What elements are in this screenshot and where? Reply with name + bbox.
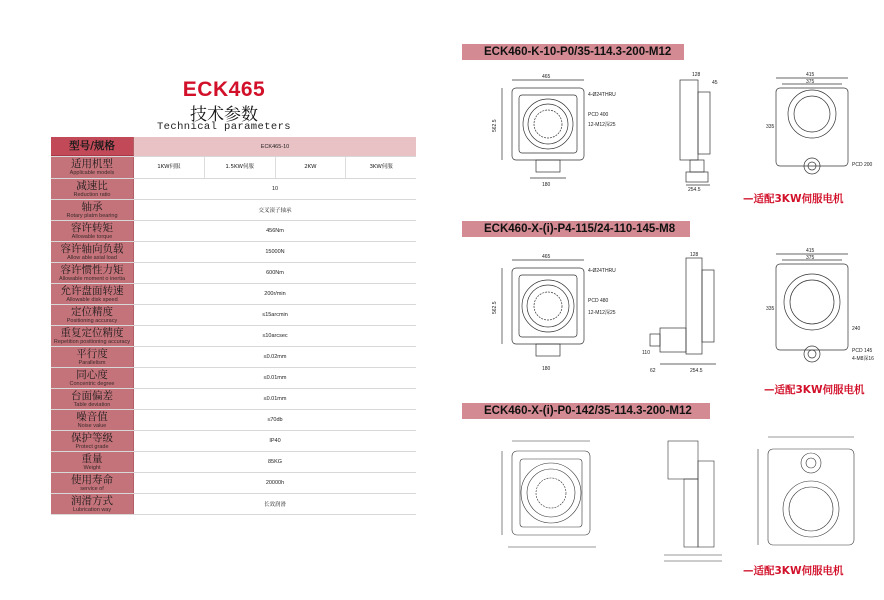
row-value: 长效润滑 [134,494,416,514]
section-title-en: Technical parameters [156,121,292,133]
row-label-en: service of [80,486,104,492]
row-label-en: Rotary platm bearing [66,213,118,219]
row-label-en: Reduction ratio [73,192,111,198]
row-value: ≤0.01mm [134,368,416,388]
motor-option: 2KW [276,157,347,178]
row-value: ECK465-10 [134,137,416,156]
row-label: 重量 [81,453,103,465]
row-value: ≤0.01mm [134,389,416,409]
section-title: ECK460-X-(i)-P0-142/35-114.3-200-M12 [462,403,710,419]
row-label-en: Parallelism [78,360,106,366]
dim-label: 562.5 [492,119,498,132]
row-label: 减速比 [76,180,108,192]
motor-note: —适配3KW伺服电机 [764,384,865,396]
row-value: ≤70db [134,410,416,430]
row-label-en: Positioning accuracy [66,318,118,324]
spec-row [51,452,416,473]
row-label: 容许转矩 [71,222,113,234]
product-title: ECK465 [182,78,266,101]
drawing-svg [490,70,880,192]
row-label: 重复定位精度 [60,327,124,339]
section-title-cn: 技术参数 [190,105,258,125]
row-label: 同心度 [76,369,108,381]
motor-options [134,157,416,178]
dim-label: 110 [642,350,650,356]
dim-label: 180 [542,366,551,372]
dim-label: 375 [806,79,815,85]
dim-label: 4-Ø24THRU [588,268,616,274]
row-value: 600Nm [134,263,416,283]
row-label-en: Allow able axial load [67,255,117,261]
technical-drawing [490,427,880,567]
dim-label: 12-M12深25 [588,310,616,316]
spec-row [51,200,416,221]
row-value: 交叉滚子轴承 [134,200,416,220]
section-title: ECK460-X-(i)-P4-115/24-110-145-M8 [462,221,690,237]
row-label-en: Repetition positioning accuracy [53,339,131,345]
row-label: 容许惯性力矩 [60,264,124,276]
dim-label: 465 [542,254,551,260]
row-label: 噪音值 [76,411,108,423]
spec-row-models [51,157,416,179]
row-value: IP40 [134,431,416,451]
row-label: 允许盘面转速 [60,285,124,297]
technical-drawing [490,70,880,192]
row-label: 平行度 [76,348,108,360]
row-label-en: Allowable moment o inertia [58,276,126,282]
row-label: 保护等级 [71,432,113,444]
dim-label: 415 [806,72,815,78]
spec-row [51,368,416,389]
row-label-en: Concentric degree [69,381,115,387]
spec-row [51,410,416,431]
motor-option: 1.5KW伺服 [205,157,276,178]
drawings-page [462,0,884,600]
dim-label: 335 [766,306,775,312]
drawing-svg [490,246,880,378]
row-value: 15000N [134,242,416,262]
spec-table [51,137,416,515]
dim-label: 45 [712,80,718,86]
dim-label: 415 [806,248,815,254]
dim-label: 335 [766,124,775,130]
row-label: 型号/规格 [69,140,115,152]
dim-label: 4-M8深16 [852,356,874,362]
row-value: ≤0.02mm [134,347,416,367]
drawing-svg [490,427,880,567]
row-label: 润滑方式 [71,495,113,507]
motor-option: 3KW伺服 [369,164,393,170]
spec-row [51,326,416,347]
dim-label: 254.5 [688,187,701,192]
dim-label: 4-Ø24THRU [588,92,616,98]
row-value: ≤15arcmin [134,305,416,325]
row-label-en: Protect grade [75,444,109,450]
motor-option: 1KW伺服 [134,157,205,178]
dim-label: 180 [542,182,551,188]
dim-label: PCD 400 [588,112,609,118]
spec-row [51,305,416,326]
motor-note: —适配3KW伺服电机 [743,565,844,577]
dim-label: PCD 145 [852,348,873,354]
row-label-en: Allowable disk speed [66,297,118,303]
motor-note: —适配3KW伺服电机 [743,193,844,205]
spec-row [51,473,416,494]
row-value: 456Nm [134,221,416,241]
row-label: 定位精度 [71,306,113,318]
spec-row [51,284,416,305]
dim-label: 465 [542,74,551,80]
spec-row-model [51,137,416,157]
dim-label: 62 [650,368,656,374]
spec-row [51,389,416,410]
spec-row [51,179,416,200]
row-value: 20000h [134,473,416,493]
dim-label: 254.5 [690,368,703,374]
row-value: 200r/min [134,284,416,304]
dim-label: 562.5 [492,301,498,314]
row-label-en: Table deviation [73,402,111,408]
row-value: ≤10arcsec [134,326,416,346]
spec-row [51,347,416,368]
row-label: 台面偏差 [71,390,113,402]
dim-label: 128 [690,252,699,258]
dim-label: 240 [852,326,861,332]
row-label-en: Weight [83,465,101,471]
dim-label: 12-M12深25 [588,122,616,128]
row-label: 轴承 [81,201,103,213]
technical-drawing [490,246,880,378]
section-title: ECK460-K-10-P0/35-114.3-200-M12 [462,44,684,60]
row-label-en: Applicable models [69,170,115,176]
spec-row [51,221,416,242]
spec-row [51,494,416,515]
row-label-en: Lubrication way [72,507,112,513]
dim-label: 128 [692,72,701,78]
row-label-en: Noise value [77,423,107,429]
spec-row [51,431,416,452]
row-label: 使用寿命 [71,474,113,486]
dim-label: PCD 200 [852,162,873,168]
row-label-en: Allowable torque [71,234,113,240]
dim-label: PCD 480 [588,298,609,304]
spec-row [51,263,416,284]
dim-label: 375 [806,255,815,261]
row-value: 10 [134,179,416,199]
row-label: 适用机型 [71,158,113,170]
spec-row [51,242,416,263]
row-label: 容许轴向负载 [60,243,124,255]
row-value: 85KG [134,452,416,472]
